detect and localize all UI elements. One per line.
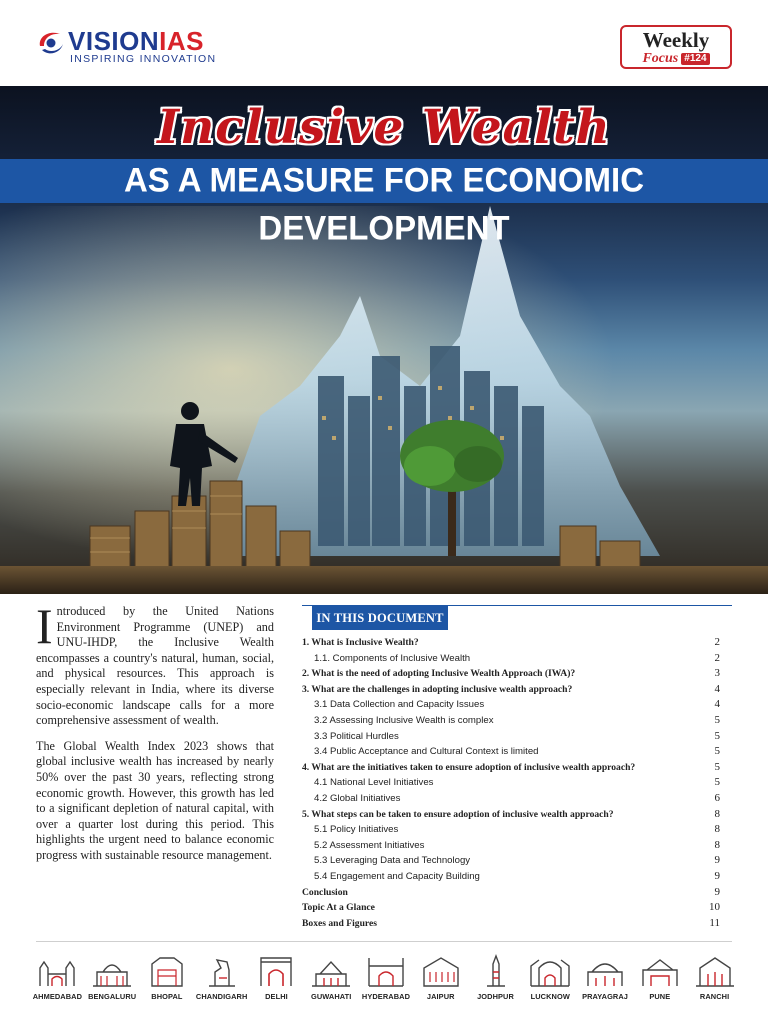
toc-item-page: 8 bbox=[714, 807, 720, 820]
cover-subtitle: AS A MEASURE FOR ECONOMIC DEVELOPMENT bbox=[123, 159, 645, 248]
city-name: GUWAHATI bbox=[310, 992, 352, 1001]
monument-icon bbox=[637, 954, 683, 988]
city-pune bbox=[632, 954, 687, 1010]
toc-item[interactable] bbox=[302, 651, 732, 667]
city-ranchi bbox=[687, 954, 742, 1010]
city-name: RANCHI bbox=[699, 992, 730, 1001]
toc-item-page: 3 bbox=[714, 667, 720, 680]
toc-item-page: 5 bbox=[714, 745, 720, 758]
toc-item[interactable] bbox=[302, 853, 732, 869]
toc-heading: IN THIS DOCUMENT bbox=[312, 606, 448, 630]
toc-item[interactable] bbox=[302, 791, 732, 807]
toc-item-page: 8 bbox=[714, 823, 720, 836]
toc-item-label: 2. What is the need of adopting Inclusive Wealth Approach (IWA)? bbox=[302, 668, 576, 680]
city-name: CHANDIGARH bbox=[195, 992, 248, 1001]
badge-weekly: Weekly bbox=[642, 28, 710, 52]
monument-icon bbox=[308, 954, 354, 988]
intro-paragraph-1: Introduced by the United Nations Environment Programme (UNEP) and UNU-IHDP, the Inclusive Wealth encompasses a country's natural, human, social, and physical resources. This approach is especially relevant in India, where its diverse socio-economic landscape calls for a more comprehensive assessment of wealth. bbox=[36, 598, 274, 728]
toc-item-label: 1.1. Components of Inclusive Wealth bbox=[314, 652, 471, 664]
city-name: AHMEDABAD bbox=[32, 992, 83, 1001]
city-prayagraj bbox=[578, 954, 633, 1010]
toc-item-page: 10 bbox=[709, 901, 720, 914]
toc-item[interactable] bbox=[302, 729, 732, 745]
monument-icon bbox=[199, 954, 245, 988]
toc-item-label: 5.1 Policy Initiatives bbox=[314, 824, 399, 836]
city-jodhpur bbox=[468, 954, 523, 1010]
city-guwahati bbox=[304, 954, 359, 1010]
toc-item-label: 5.3 Leveraging Data and Technology bbox=[314, 855, 471, 867]
toc-item-label: 4.2 Global Initiatives bbox=[314, 792, 401, 804]
toc-item-page: 5 bbox=[714, 760, 720, 773]
toc-item-page: 6 bbox=[714, 791, 720, 804]
toc-item-page: 2 bbox=[714, 651, 720, 664]
toc-item-label: 3.4 Public Acceptance and Cultural Context is limited bbox=[314, 746, 539, 758]
toc-item-page: 5 bbox=[714, 713, 720, 726]
city-name: BENGALURU bbox=[88, 992, 137, 1001]
city-chandigarh bbox=[194, 954, 249, 1010]
badge-number: #124 bbox=[681, 53, 709, 65]
toc-item[interactable] bbox=[302, 744, 732, 760]
toc-item-page: 5 bbox=[714, 729, 720, 742]
toc-item[interactable] bbox=[302, 775, 732, 791]
monument-icon bbox=[692, 954, 738, 988]
toc-item-label: 3.1 Data Collection and Capacity Issues bbox=[314, 699, 485, 711]
toc-item-page: 9 bbox=[714, 854, 720, 867]
monument-icon bbox=[527, 954, 573, 988]
city-name: JAIPUR bbox=[426, 992, 455, 1001]
toc-item[interactable] bbox=[302, 760, 732, 776]
monument-icon bbox=[253, 954, 299, 988]
toc-item-label: 3.3 Political Hurdles bbox=[314, 730, 399, 742]
hero-cover bbox=[0, 86, 768, 594]
cover-title: Inclusive Wealth bbox=[157, 100, 611, 155]
city-name: BHOPAL bbox=[151, 992, 183, 1001]
weekly-focus-badge bbox=[620, 25, 732, 69]
logo-swoosh-icon bbox=[36, 28, 66, 58]
toc-item-label: 5. What steps can be taken to ensure adoption of inclusive wealth approach? bbox=[302, 808, 614, 820]
toc-item[interactable] bbox=[302, 635, 732, 651]
visionias-logo[interactable] bbox=[36, 28, 216, 68]
monument-icon bbox=[144, 954, 190, 988]
toc-item-label: 5.4 Engagement and Capacity Building bbox=[314, 870, 480, 882]
city-hyderabad bbox=[359, 954, 414, 1010]
toc-item[interactable] bbox=[302, 666, 732, 682]
toc-item-page: 9 bbox=[714, 869, 720, 882]
toc-item-page: 5 bbox=[714, 776, 720, 789]
toc-item-label: 4. What are the initiatives taken to ensure adoption of inclusive wealth approach? bbox=[302, 761, 636, 773]
city-centres-footer bbox=[30, 954, 742, 1010]
toc-item[interactable] bbox=[302, 885, 732, 901]
toc-item[interactable] bbox=[302, 807, 732, 823]
monument-icon bbox=[363, 954, 409, 988]
city-name: PRAYAGRAJ bbox=[582, 992, 629, 1001]
toc-item-page: 9 bbox=[714, 885, 720, 898]
intro-paragraph-2: The Global Wealth Index 2023 shows that global inclusive wealth has increased by nearly 50% over the past 30 years, reflecting strong economic growth. However, this growth has led to a significant depletion of natural capital, with over a quarter lost during this period. This highlights the urgent need to balance economic progress with sustainable resource management. bbox=[36, 738, 274, 862]
drop-cap: I bbox=[36, 598, 53, 654]
toc-item-label: 5.2 Assessment Initiatives bbox=[314, 839, 425, 851]
toc-item[interactable] bbox=[302, 822, 732, 838]
toc-item-label: 3. What are the challenges in adopting inclusive wealth approach? bbox=[302, 683, 573, 695]
city-bhopal bbox=[140, 954, 195, 1010]
toc-item-label: Boxes and Figures bbox=[302, 917, 377, 929]
city-name: HYDERABAD bbox=[361, 992, 411, 1001]
toc-list bbox=[302, 635, 732, 931]
toc-item[interactable] bbox=[302, 682, 732, 698]
monument-icon bbox=[582, 954, 628, 988]
toc-item-page: 2 bbox=[714, 636, 720, 648]
city-name: JODHPUR bbox=[477, 992, 514, 1001]
toc-item-page: 4 bbox=[714, 682, 720, 695]
monument-icon bbox=[34, 954, 80, 988]
toc-item-page: 8 bbox=[714, 838, 720, 851]
city-ahmedabad bbox=[30, 954, 85, 1010]
toc-item[interactable] bbox=[302, 697, 732, 713]
toc-item-label: Topic At a Glance bbox=[302, 902, 375, 914]
city-lucknow bbox=[523, 954, 578, 1010]
city-jaipur bbox=[413, 954, 468, 1010]
brand-tagline: INSPIRING INNOVATION bbox=[70, 53, 217, 65]
city-name: DELHI bbox=[265, 992, 288, 1001]
toc-item-page: 4 bbox=[714, 698, 720, 711]
city-bengaluru bbox=[85, 954, 140, 1010]
toc-item-page: 11 bbox=[709, 916, 720, 929]
city-name: PUNE bbox=[649, 992, 671, 1001]
toc-item-label: Conclusion bbox=[302, 886, 348, 898]
toc-item[interactable] bbox=[302, 869, 732, 885]
monument-icon bbox=[418, 954, 464, 988]
toc-item[interactable] bbox=[302, 916, 732, 932]
city-delhi bbox=[249, 954, 304, 1010]
toc-item-label: 1. What is Inclusive Wealth? bbox=[302, 637, 419, 648]
toc-item[interactable] bbox=[302, 900, 732, 916]
footer-divider bbox=[36, 941, 732, 942]
toc-item[interactable] bbox=[302, 713, 732, 729]
intro-text bbox=[36, 598, 274, 874]
monument-icon bbox=[89, 954, 135, 988]
page-header bbox=[0, 0, 768, 86]
city-name: LUCKNOW bbox=[530, 992, 570, 1001]
badge-focus: Focus bbox=[642, 51, 679, 66]
brand-name: VISIONIAS bbox=[68, 26, 204, 56]
toc-item-label: 4.1 National Level Initiatives bbox=[314, 777, 434, 789]
toc-item[interactable] bbox=[302, 838, 732, 854]
toc-item-label: 3.2 Assessing Inclusive Wealth is complex bbox=[314, 714, 494, 726]
monument-icon bbox=[473, 954, 519, 988]
